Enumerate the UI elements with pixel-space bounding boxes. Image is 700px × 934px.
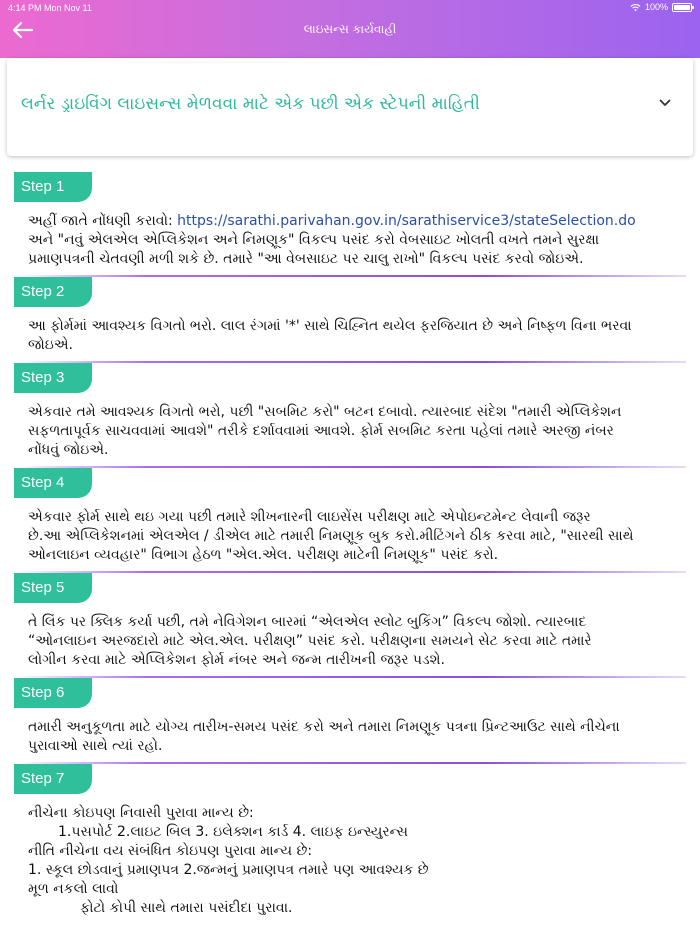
steps-list xyxy=(14,172,686,934)
step-item xyxy=(14,468,686,573)
step-text-line: તે લિંક પર ક્લિક કર્યા પછી, તમે નેવિગેશન બારમાં “એલએલ સ્લોટ બુકિંગ” વિકલ્પ જોશો. ત્યારબાદ xyxy=(28,614,587,630)
info-accordion[interactable] xyxy=(7,58,693,156)
step-text xyxy=(14,307,686,361)
step-text-line: પુરાવાઓ સાથે ત્યાં રહો. xyxy=(28,738,163,754)
step-text-line: નોંધવું જોઇએ. xyxy=(28,442,109,458)
step-badge: Step 5 xyxy=(14,573,92,603)
app-header xyxy=(0,0,700,58)
step-text-line: લોગીન કરવા માટે એપ્લિકેશન ફોર્મ નંબર અને જન્મ તારીખની જરૂર પડશે. xyxy=(28,652,445,668)
step-text-prefix: અહીં જાતે નોંધણી કરાવો: xyxy=(28,213,178,229)
status-right xyxy=(630,2,692,12)
step-text-line: તમારી અનુકૂળતા માટે યોગ્ય તારીખ-સમય પસંદ કરો અને તમારા નિમણૂક પત્રના પ્રિન્ટઆઉટ સાથે નીચેના xyxy=(28,719,620,735)
step-badge: Step 3 xyxy=(14,363,92,393)
wifi-icon xyxy=(630,3,641,12)
step-text xyxy=(14,603,686,676)
step-item xyxy=(14,363,686,468)
step-text-line xyxy=(28,212,684,231)
step-text xyxy=(14,498,686,571)
step-text-line: “ઓનલાઇન અરજદારો માટે એલ.એલ. પરીક્ષણ” પસંદ કરો. પરીક્ષણના સમયને સેટ કરવા માટે તમારે xyxy=(28,633,592,649)
step-text-line: 1. સ્કૂલ છોડવાનું પ્રમાણપત્ર 2.જન્મનું પ્રમાણપત્ર તમારે પણ આવશ્યક છે xyxy=(28,862,429,878)
step-badge: Step 2 xyxy=(14,277,92,307)
status-time: 4:14 PM xyxy=(8,3,42,13)
accordion-title: લર્નર ડ્રાઇવિંગ લાઇસન્સ મેળવવા માટે એક પછી એક સ્ટેપની માહિતી xyxy=(21,94,480,114)
step-badge: Step 4 xyxy=(14,468,92,498)
step-text-line: ઓનલાઇન વ્યવહાર" વિભાગ હેઠળ "એલ.એલ. પરીક્ષણ માટેની નિમણૂક" પસંદ કરો. xyxy=(28,547,499,563)
step-text xyxy=(14,708,686,762)
step-text-line: મૂળ નકલો લાવો xyxy=(28,881,119,897)
step-text-line: નીતિ નીચેના વય સંબંધિત કોઇપણ પુરાવા માન્ય છે: xyxy=(28,843,313,859)
step-item xyxy=(14,764,686,924)
page-title: લાઇસન્સ કાર્યવાહી xyxy=(303,22,397,36)
step-item xyxy=(14,277,686,363)
step-text-line: એકવાર ફોર્મ સાથે થઇ ગયા પછી તમારે શીખનારની લાઇસેંસ પરીક્ષણ માટે એપોઇન્ટમેન્ટ લેવાની જરૂર xyxy=(28,509,591,525)
step-item xyxy=(14,172,686,277)
step-text xyxy=(14,393,686,466)
step-text-line: 1.પસપોર્ટ 2.લાઇટ બિલ 3. ઇલેક્શન કાર્ડ 4. લાઇફ ઇન્સ્યુરન્સ xyxy=(58,824,408,840)
battery-icon xyxy=(672,3,692,12)
status-date: Mon Nov 11 xyxy=(44,3,92,13)
step-text-line: ફોટો કોપી સાથે તમારા પસંદીદા પુરાવા. xyxy=(80,900,293,916)
step-text-line: આ ફોર્મમાં આવશ્યક વિગતો ભરો. લાલ રંગમાં '*' સાથે ચિહ્નિત થયેલ ફરજિયાત છે અને નિષ્ફળ વિના ભરવા xyxy=(28,318,632,334)
step-text-line: જોઇએ. xyxy=(28,337,73,353)
step-text-line: અને "નવું એલએલ એપ્લિકેશન અને નિમણૂક" વિકલ્પ પસંદ કરો વેબસાઇટ ખોલતી વખતે તમને સુરક્ષા xyxy=(28,232,600,248)
step-text xyxy=(14,202,686,275)
battery-percent: 100% xyxy=(644,2,668,12)
step-text-line: એકવાર તમે આવશ્યક વિગતો ભરો, પછી "સબમિટ કરો" બટન દબાવો. ત્યારબાદ સંદેશ "તમારી એપ્લિકેશન xyxy=(28,404,622,420)
step-text-line: છે.આ એપ્લિકેશનમાં એલએલ / ડીએલ માટે તમારી નિમણૂક બુક કરો.મીટિંગને ઠીક કરવા માટે, "સારથી સાથે xyxy=(28,528,634,544)
step-badge: Step 7 xyxy=(14,764,92,794)
step-text-line: પ્રમાણપત્રની ચેતવણી મળી શકે છે. તમારે "આ વેબસાઇટ પર ચાલુ રાખો" વિકલ્પ પસંદ કરવો જોઇએ. xyxy=(28,251,584,267)
status-bar xyxy=(0,0,700,16)
chevron-down-icon[interactable] xyxy=(659,98,671,108)
step-item xyxy=(14,678,686,764)
sarathi-link[interactable]: https://sarathi.parivahan.gov.in/sarathiservice3/stateSelection.do xyxy=(177,213,636,229)
step-text-line: નીચેના કોઇપણ નિવાસી પુરાવા માન્ય છે: xyxy=(28,805,254,821)
step-badge: Step 6 xyxy=(14,678,92,708)
step-item xyxy=(14,573,686,678)
step-badge: Step 1 xyxy=(14,172,92,202)
step-text xyxy=(14,794,686,924)
step-text-line: સફળતાપૂર્વક સાચવવામાં આવશે" તરીકે દર્શાવવામાં આવશે. ફોર્મ સબમિટ કરતા પહેલાં તમારે અરજી નંબર xyxy=(28,423,614,439)
